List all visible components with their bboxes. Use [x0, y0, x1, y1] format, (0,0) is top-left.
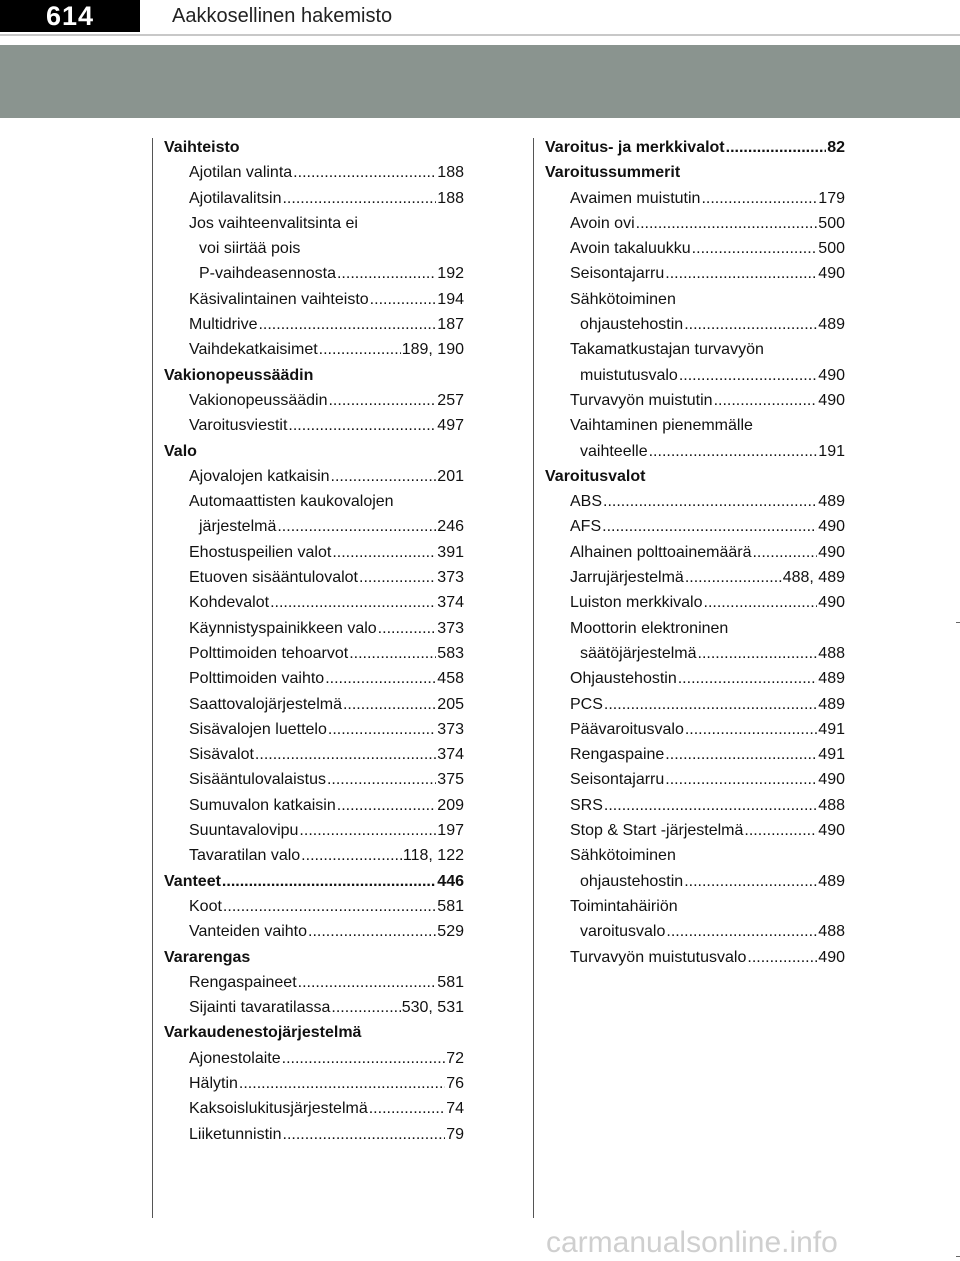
entry-text: Varoitusviestit: [189, 417, 288, 435]
dot-leader: [604, 793, 817, 818]
entry-text: Ajovalojen katkaisin: [189, 467, 330, 485]
page-reference: 209: [437, 796, 464, 814]
index-entry-sahkotoiminen: [545, 287, 845, 312]
entry-text: Liiketunnistin: [189, 1125, 282, 1143]
entry-text: Sisääntulovalaistus: [189, 771, 326, 789]
page-reference: 446: [437, 872, 464, 890]
index-entry-jarrujarjestelma: [545, 565, 845, 590]
index-entry-ohjaustehostin: [545, 869, 845, 894]
index-entry-jarjestelma: [164, 514, 464, 539]
page-reference: 74: [446, 1100, 464, 1118]
entry-text: vaihteelle: [580, 442, 648, 460]
section-title: Aakkosellinen hakemisto: [172, 5, 393, 27]
page-reference: 490: [818, 771, 845, 789]
dot-leader: [328, 717, 436, 742]
page-reference: 530, 531: [401, 999, 464, 1017]
index-heading-vaihteisto: [164, 135, 464, 160]
page-reference: 488: [818, 923, 845, 941]
entry-text: Ajonestolaite: [189, 1049, 281, 1067]
index-entry-etuoven-sisaantulovalot: [164, 565, 464, 590]
page-reference: 257: [437, 391, 464, 409]
index-entry-polttimoiden-vaihto: [164, 666, 464, 691]
dot-leader: [328, 388, 436, 413]
entry-text: Jos vaihteenvalitsinta ei: [189, 214, 358, 232]
entry-text: PCS: [570, 695, 603, 713]
page-reference: 187: [437, 316, 464, 334]
index-heading-vakionopeussaadin: [164, 363, 464, 388]
page-reference: 118, 122: [402, 847, 464, 865]
entry-text: Ajotilavalitsin: [189, 189, 282, 207]
page-reference: 500: [818, 214, 845, 232]
dot-leader: [337, 261, 436, 286]
header-divider: [0, 34, 960, 36]
dot-leader: [714, 388, 818, 413]
index-heading-varoitussummerit: [545, 160, 845, 185]
page-reference: 489: [818, 872, 845, 890]
dot-leader: [744, 818, 817, 843]
page-reference: 374: [437, 746, 464, 764]
entry-text: Toimintahäiriön: [570, 897, 678, 915]
index-entry-ohjaustehostin: [545, 666, 845, 691]
dot-leader: [636, 211, 818, 236]
page-reference: 191: [818, 442, 845, 460]
dot-leader: [685, 717, 817, 742]
index-entry-halytin: [164, 1071, 464, 1096]
entry-text: Seisontajarru: [570, 771, 665, 789]
page-reference: 374: [437, 594, 464, 612]
page-reference: 490: [818, 265, 845, 283]
dot-leader: [282, 1046, 446, 1071]
entry-text: Polttimoiden tehoarvot: [189, 644, 349, 662]
index-entry-moottorin-elektroninen: [545, 616, 845, 641]
dot-leader: [369, 1096, 445, 1121]
page-reference: 201: [437, 467, 464, 485]
dot-leader: [325, 666, 436, 691]
index-entry-jos-vaihteenvalitsinta-ei: [164, 211, 464, 236]
entry-text: Luiston merkkivalo: [570, 594, 703, 612]
page-reference: 188: [437, 189, 464, 207]
dot-leader: [299, 818, 436, 843]
page-reference: 488: [818, 644, 845, 662]
entry-text: AFS: [570, 518, 602, 536]
entry-text: Stop & Start -järjestelmä: [570, 822, 744, 840]
entry-text: P-vaihdeasennosta: [199, 265, 336, 283]
index-entry-pcs: [545, 692, 845, 717]
index-entry-sisavalot: [164, 742, 464, 767]
entry-text: Polttimoiden vaihto: [189, 670, 325, 688]
index-entry-p-vaihdeasennosta: [164, 261, 464, 286]
page-reference: 581: [437, 973, 464, 991]
dot-leader: [239, 1071, 445, 1096]
dot-leader: [684, 312, 817, 337]
dot-leader: [685, 565, 782, 590]
index-entry-turvavyon-muistutusvalo: [545, 945, 845, 970]
page-reference: 490: [818, 948, 845, 966]
entry-text: muistutusvalo: [580, 366, 678, 384]
entry-text: Sähkötoiminen: [570, 290, 676, 308]
index-entry-sisavalojen-luettelo: [164, 717, 464, 742]
entry-text: Sisävalot: [189, 746, 254, 764]
dot-leader: [282, 186, 436, 211]
index-entry-muistutusvalo: [545, 363, 845, 388]
entry-text: Ajotilan valinta: [189, 164, 293, 182]
entry-text: Varoitusvalot: [545, 467, 646, 485]
page-reference: 491: [818, 746, 845, 764]
entry-text: Vararengas: [164, 948, 251, 966]
page-reference: 373: [437, 720, 464, 738]
index-entry-takamatkustajan-turvavyon: [545, 337, 845, 362]
crop-mark: [956, 1256, 960, 1257]
page-reference: 458: [437, 670, 464, 688]
entry-text: Etuoven sisääntulovalot: [189, 569, 358, 587]
index-heading-varkaudenestojarjestelma: [164, 1020, 464, 1045]
page-reference: 189, 190: [401, 341, 464, 359]
crop-mark: [956, 622, 960, 623]
index-entry-rengaspaineet: [164, 970, 464, 995]
dot-leader: [222, 869, 436, 894]
index-entry-vakionopeussaadin: [164, 388, 464, 413]
dot-leader: [604, 692, 817, 717]
page-reference: 391: [437, 543, 464, 561]
page-reference: 489: [818, 493, 845, 511]
dot-leader: [283, 1122, 446, 1147]
page-reference: 188: [437, 164, 464, 182]
index-heading-vararengas: [164, 945, 464, 970]
entry-text: Seisontajarru: [570, 265, 665, 283]
entry-text: Sumuvalon katkaisin: [189, 796, 336, 814]
page-reference: 490: [818, 518, 845, 536]
entry-text: Rengaspaine: [570, 746, 665, 764]
index-entry-turvavyon-muistutin: [545, 388, 845, 413]
entry-text: Vanteet: [164, 872, 221, 890]
dot-leader: [331, 464, 437, 489]
dot-leader: [332, 540, 436, 565]
entry-text: Sisävalojen luettelo: [189, 720, 327, 738]
entry-text: Ehostuspeilien valot: [189, 543, 332, 561]
index-entry-afs: [545, 514, 845, 539]
page-reference: 197: [437, 822, 464, 840]
chapter-banner: [0, 45, 960, 118]
index-entry-automaattisten-kaukovalojen: [164, 489, 464, 514]
entry-text: Kohdevalot: [189, 594, 270, 612]
dot-leader: [327, 767, 436, 792]
index-entry-ajonestolaite: [164, 1046, 464, 1071]
entry-text: Varoitussummerit: [545, 164, 681, 182]
entry-text: Vakionopeussäädin: [164, 366, 314, 384]
entry-text: Vaihteisto: [164, 139, 240, 156]
index-entry-srs: [545, 793, 845, 818]
index-entry-alhainen-polttoainemaara: [545, 540, 845, 565]
index-entry-abs: [545, 489, 845, 514]
entry-text: Saattovalojärjestelmä: [189, 695, 342, 713]
index-entry-vaihtaminen-pienemmalle: [545, 413, 845, 438]
index-entry-tavaratilan-valo: [164, 843, 464, 868]
index-entry-suuntavalovipu: [164, 818, 464, 843]
dot-leader: [701, 186, 817, 211]
index-column-left: [164, 135, 464, 1147]
dot-leader: [602, 514, 817, 539]
dot-leader: [679, 363, 817, 388]
dot-leader: [270, 590, 436, 615]
entry-text: järjestelmä: [199, 518, 277, 536]
dot-leader: [349, 641, 436, 666]
index-heading-varoitusvalot: [545, 464, 845, 489]
entry-text: Turvavyön muistutusvalo: [570, 948, 747, 966]
entry-text: Vaihdekatkaisimet: [189, 341, 318, 359]
dot-leader: [288, 413, 436, 438]
dot-leader: [665, 261, 817, 286]
index-entry-ehostuspeilien-valot: [164, 540, 464, 565]
dot-leader: [337, 793, 437, 818]
index-entry-luiston-merkkivalo: [545, 590, 845, 615]
index-entry-seisontajarru: [545, 767, 845, 792]
index-entry-toimintahairion: [545, 894, 845, 919]
dot-leader: [301, 843, 402, 868]
watermark-text: carmanualsonline.info: [546, 1226, 838, 1259]
index-entry-kohdevalot: [164, 590, 464, 615]
entry-text: säätöjärjestelmä: [580, 644, 697, 662]
page-reference: 192: [437, 265, 464, 283]
index-entry-vanteiden-vaihto: [164, 919, 464, 944]
dot-leader: [649, 439, 818, 464]
entry-text: Avaimen muistutin: [570, 189, 701, 207]
page-reference: 583: [437, 644, 464, 662]
page-reference: 179: [818, 189, 845, 207]
page-reference: 72: [446, 1049, 464, 1067]
page-reference: 490: [818, 366, 845, 384]
index-entry-multidrive: [164, 312, 464, 337]
index-entry-varoitusvalo: [545, 919, 845, 944]
page-reference: 490: [818, 594, 845, 612]
dot-leader: [752, 540, 817, 565]
index-entry-ohjaustehostin: [545, 312, 845, 337]
dot-leader: [692, 236, 818, 261]
index-entry-sisaantulovalaistus: [164, 767, 464, 792]
dot-leader: [747, 945, 817, 970]
index-entry-seisontajarru: [545, 261, 845, 286]
page-reference: 489: [818, 670, 845, 688]
page-reference: 488, 489: [782, 569, 845, 587]
page-reference: 76: [446, 1074, 464, 1092]
page-reference: 375: [437, 771, 464, 789]
page-reference: 529: [437, 923, 464, 941]
index-entry-vaihdekatkaisimet: [164, 337, 464, 362]
entry-text: ABS: [570, 493, 603, 511]
index-entry-vaihteelle: [545, 439, 845, 464]
entry-text: ohjaustehostin: [580, 872, 684, 890]
index-entry-paavaroitusvalo: [545, 717, 845, 742]
entry-text: Koot: [189, 897, 222, 915]
dot-leader: [298, 970, 437, 995]
index-entry-sijainti-tavaratilassa: [164, 995, 464, 1020]
page-reference: 79: [446, 1125, 464, 1143]
entry-text: Takamatkustajan turvavyön: [570, 341, 764, 359]
entry-text: Käynnistyspainikkeen valo: [189, 619, 377, 637]
index-entry-ajotilan-valinta: [164, 160, 464, 185]
dot-leader: [277, 514, 436, 539]
index-entry-avoin-takaluukku: [545, 236, 845, 261]
page-reference: 194: [437, 290, 464, 308]
index-entry-ajovalojen-katkaisin: [164, 464, 464, 489]
entry-text: voi siirtää pois: [199, 240, 301, 258]
middle-column-rule: [533, 138, 534, 1218]
page-reference: 205: [437, 695, 464, 713]
entry-text: Suuntavalovipu: [189, 822, 299, 840]
entry-text: Hälytin: [189, 1074, 238, 1092]
page-reference: 490: [818, 391, 845, 409]
entry-text: Multidrive: [189, 316, 258, 334]
dot-leader: [704, 590, 818, 615]
index-entry-saattovalojarjestelma: [164, 692, 464, 717]
dot-leader: [370, 287, 437, 312]
index-entry-sahkotoiminen: [545, 843, 845, 868]
entry-text: Automaattisten kaukovalojen: [189, 493, 394, 511]
index-entry-koot: [164, 894, 464, 919]
entry-text: Vaihtaminen pienemmälle: [570, 417, 753, 435]
index-entry-rengaspaine: [545, 742, 845, 767]
index-heading-varoitus-ja-merkkivalot: [545, 135, 845, 160]
index-entry-stop-start-jarjestelma: [545, 818, 845, 843]
page-reference: 489: [818, 695, 845, 713]
dot-leader: [603, 489, 817, 514]
index-entry-avaimen-muistutin: [545, 186, 845, 211]
entry-text: varoitusvalo: [580, 923, 666, 941]
entry-text: Avoin ovi: [570, 214, 635, 232]
entry-text: Sähkötoiminen: [570, 847, 676, 865]
entry-text: Kaksoislukitusjärjestelmä: [189, 1100, 368, 1118]
entry-text: SRS: [570, 796, 603, 814]
index-column-right: [545, 135, 845, 970]
index-entry-avoin-ovi: [545, 211, 845, 236]
index-heading-vanteet: [164, 869, 464, 894]
index-entry-kaksoislukitusjarjestelma: [164, 1096, 464, 1121]
left-column-rule: [152, 138, 153, 1218]
entry-text: Avoin takaluukku: [570, 240, 691, 258]
dot-leader: [678, 666, 818, 691]
entry-text: Vakionopeussäädin: [189, 391, 328, 409]
entry-text: Sijainti tavaratilassa: [189, 999, 331, 1017]
index-entry-sumuvalon-katkaisin: [164, 793, 464, 818]
index-entry-ajotilavalitsin: [164, 186, 464, 211]
entry-text: Moottorin elektroninen: [570, 619, 729, 637]
dot-leader: [666, 919, 817, 944]
dot-leader: [293, 160, 436, 185]
index-heading-valo: [164, 439, 464, 464]
entry-text: Alhainen polttoainemäärä: [570, 543, 752, 561]
entry-text: Turvavyön muistutin: [570, 391, 713, 409]
dot-leader: [223, 894, 436, 919]
page-number: 614: [0, 0, 140, 32]
page-reference: 373: [437, 569, 464, 587]
dot-leader: [665, 742, 817, 767]
page-reference: 497: [437, 417, 464, 435]
dot-leader: [308, 919, 436, 944]
entry-text: ohjaustehostin: [580, 316, 684, 334]
dot-leader: [684, 869, 817, 894]
dot-leader: [359, 565, 436, 590]
dot-leader: [343, 692, 436, 717]
page-reference: 490: [818, 543, 845, 561]
dot-leader: [255, 742, 436, 767]
dot-leader: [726, 135, 827, 160]
page-reference: 500: [818, 240, 845, 258]
entry-text: Varoitus- ja merkkivalot: [545, 139, 725, 156]
entry-text: Ohjaustehostin: [570, 670, 677, 688]
entry-text: Jarrujärjestelmä: [570, 569, 684, 587]
index-entry-voi-siirtaa-pois: [164, 236, 464, 261]
entry-text: Rengaspaineet: [189, 973, 297, 991]
entry-text: Tavaratilan valo: [189, 847, 301, 865]
index-entry-polttimoiden-tehoarvot: [164, 641, 464, 666]
page-reference: 581: [437, 897, 464, 915]
page-reference: 246: [437, 518, 464, 536]
page-reference: 82: [827, 139, 845, 156]
page-header: [0, 0, 960, 36]
entry-text: Käsivalintainen vaihteisto: [189, 290, 369, 308]
page-reference: 488: [818, 796, 845, 814]
entry-text: Varkaudenestojärjestelmä: [164, 1024, 362, 1042]
index-entry-kasivalintainen-vaihteisto: [164, 287, 464, 312]
index-entry-varoitusviestit: [164, 413, 464, 438]
dot-leader: [665, 767, 817, 792]
page-reference: 490: [818, 822, 845, 840]
dot-leader: [319, 337, 401, 362]
dot-leader: [331, 995, 400, 1020]
page-reference: 373: [437, 619, 464, 637]
dot-leader: [258, 312, 436, 337]
index-entry-saatojarjestelma: [545, 641, 845, 666]
page-reference: 489: [818, 316, 845, 334]
entry-text: Valo: [164, 442, 197, 460]
entry-text: Päävaroitusvalo: [570, 720, 684, 738]
page-reference: 491: [818, 720, 845, 738]
entry-text: Vanteiden vaihto: [189, 923, 308, 941]
index-entry-kaynnistyspainikkeen-valo: [164, 616, 464, 641]
dot-leader: [378, 616, 437, 641]
index-entry-liiketunnistin: [164, 1122, 464, 1147]
dot-leader: [698, 641, 818, 666]
